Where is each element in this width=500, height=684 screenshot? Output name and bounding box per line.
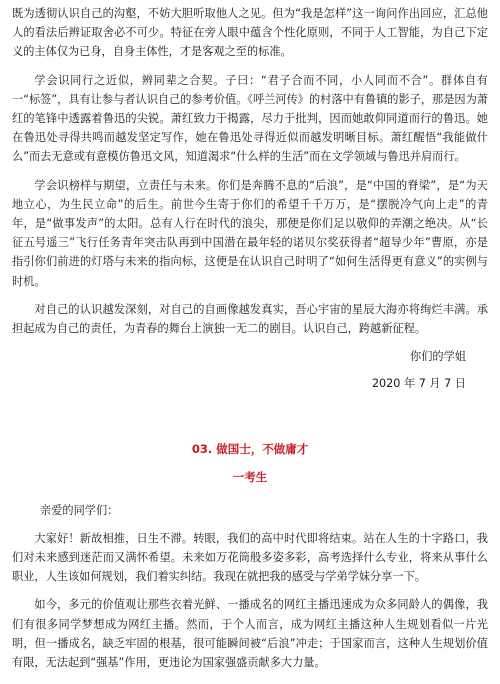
paragraph-peers: 学会识同行之近似，辨同辈之合契。子曰：“君子合而不同，小人同而不合”。群体自有一“标签”，具有让参与者认识自己的参考价值。《呼兰河传》的村落中有鲁镇的影子，那是因为萧红的笔锋中透露着鲁迅的尖锐。萧红致力于揭露，尽力于批判，因而她敢仰同道而行的鲁迅。她在鲁迅处寻得共鸣而越发坚定写作，她在鲁迅处寻得近似而越发明晰目标。萧红醒悟“我能做什么”而去无意或有意模仿鲁迅文风，知道渴求“什么样的生活”而在文学领域与鲁迅并肩而行。 [12, 73, 488, 164]
paragraph-role-models: 学会识榜样与期望，立责任与未来。你们是奔腾不息的“后浪”，是“中国的脊梁”，是“为天地立心，为生民立命”的后生。前世今生寄于你们的希望千千万万，是“摆脱冷气向上走”的青年，是“做事发声”的太阳。总有人行在时代的浪尖，那便是你们足以敬仰的弄潮之绝决。从“长征五号遥三”飞行任务青年突击队再到中国潜在最年轻的诺贝尔奖获得者“超导少年”曹原，亦是指引你们前进的灯塔与未来的指向标，这便是在认识自己时明了“如何生活得更有意义”的实例与时机。 [12, 178, 488, 288]
section-author: 一考生 [232, 469, 268, 484]
letter-date: 2020 年 7 月 7 日 [371, 377, 466, 391]
paragraph-conclusion: 对自己的认识越发深刻，对自己的自画像越发真实，吾心宇宙的星辰大海亦将绚烂丰满。承担起成为自己的责任，为青春的舞台上演独一无二的剧目。认识自己，跨越新征程。 [12, 302, 488, 336]
section-title: 03. 做国士，不做庸才 [191, 441, 309, 456]
intro-paragraph: 既为透彻认识自己的沟壑，不妨大胆听取他人之见。但为“我是怎样”这一询问作出回应，汇总他人的看法后辨证取舍必不可少。特征在旁人眼中蕴含个性化原则，不同于人工智能，为自己下定义的主体仅为已身，自身主体性，才是客观之至的标准。 [12, 7, 488, 59]
paragraph-influencers: 如今，多元的价值观让那些衣着光鲜、一播成名的网红主播迅速成为众多同龄人的偶像，我们有很多同学梦想成为网红主播。然而，于个人而言，成为网红主播这种人生规划看似一片光明，但一播成名，缺乏牢固的根基，很可能瞬间被“后浪”冲走；于国家而言，这种人生规划价值有限，无法起到“强基”作用，更违论为国家强盛贡献多大力量。 [12, 598, 488, 670]
paragraph-opening: 大家好！新故相推，日生不滞。转眼，我们的高中时代即将结束。站在人生的十字路口，我们对未来感到迷茫而又满怀希望。未来如万花筒般多姿多彩，高考选择什么专业，将来从事什么职业，人生该如何规划，我们着实纠结。我现在就把我的感受与学弟学妹分享一下。 [12, 531, 488, 584]
greeting: 亲爱的同学们： [40, 503, 119, 517]
signature: 你们的学姐 [410, 350, 466, 364]
